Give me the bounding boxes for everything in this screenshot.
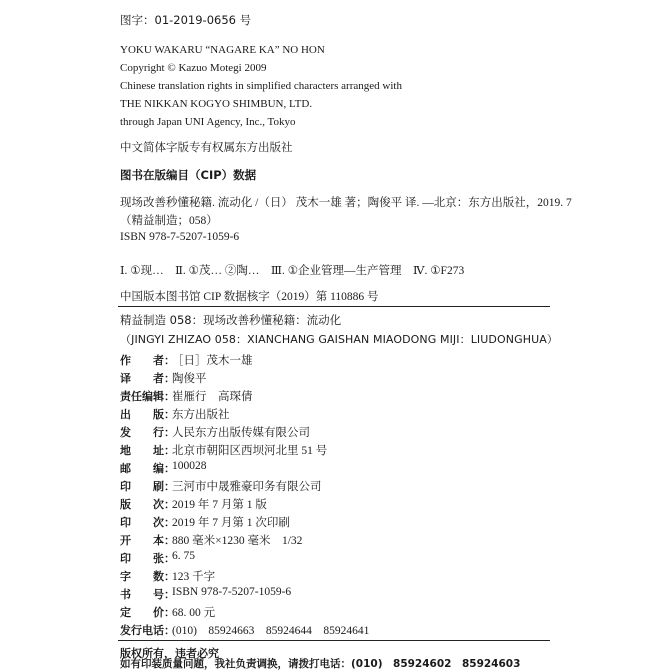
rights-reserved: 版权所有，违者必究 [120, 647, 219, 660]
cip-classification: Ⅰ. ①现… Ⅱ. ①茂… ②陶… Ⅲ. ①企业管理—生产管理 Ⅳ. ①F273 [120, 265, 465, 277]
detail-label: 邮 编： [120, 462, 175, 475]
detail-label: 印 张： [120, 552, 175, 565]
detail-value: 北京市朝阳区西坝河北里 51 号 [172, 445, 328, 457]
detail-row [120, 370, 207, 386]
cip-entry-line1: 现场改善秒懂秘籍. 流动化 /（日） 茂木一雄 著；陶俊平 译. —北京：东方出版社，2019. 7 [120, 197, 572, 209]
detail-value: 东方出版社 [172, 409, 230, 421]
detail-value: 2019 年 7 月第 1 次印刷 [172, 517, 290, 529]
detail-row [120, 478, 322, 494]
detail-value: 880 毫米×1230 毫米 1/32 [172, 535, 303, 547]
detail-value: 123 千字 [172, 571, 216, 583]
detail-label: 责任编辑： [120, 390, 175, 403]
book-pinyin: （JINGYI ZHIZAO 058：XIANCHANG GAISHAN MIAODONG MIJI：LIUDONGHUA） [120, 333, 558, 346]
agency: through Japan UNI Agency, Inc., Tokyo [120, 116, 296, 128]
detail-row [120, 352, 253, 368]
original-title: YOKU WAKARU “NAGARE KA” NO HON [120, 44, 325, 56]
detail-value: 100028 [172, 460, 207, 472]
detail-row [120, 550, 195, 566]
detail-label: 译 者： [120, 372, 175, 385]
detail-label: 地 址： [120, 444, 175, 457]
detail-row [120, 442, 327, 458]
divider-bottom [118, 640, 550, 641]
original-publisher: THE NIKKAN KOGYO SHIMBUN, LTD. [120, 98, 313, 110]
cip-check-number: 中国版本图书馆 CIP 数据核字（2019）第 110886 号 [120, 291, 379, 303]
book-title: 精益制造 058：现场改善秒懂秘籍：流动化 [120, 313, 342, 327]
detail-value: ISBN 978-7-5207-1059-6 [172, 586, 292, 598]
detail-value: 68. 00 元 [172, 607, 216, 619]
detail-value: 2019 年 7 月第 1 版 [172, 499, 267, 511]
detail-label: 作 者： [120, 354, 175, 367]
detail-value: 人民东方出版传媒有限公司 [172, 427, 310, 439]
quality-notice: 如有印装质量问题，我社负责调换，请拨打电话：(010) 85924602 85924603 [120, 658, 521, 670]
detail-row [120, 514, 290, 530]
detail-row [120, 406, 230, 422]
detail-row [120, 622, 369, 638]
detail-label: 版 次： [120, 498, 175, 511]
registration-number: 图字：01-2019-0656 号 [120, 13, 252, 27]
cip-isbn: ISBN 978-7-5207-1059-6 [120, 231, 240, 243]
detail-row [120, 424, 310, 440]
detail-label: 书 号： [120, 588, 175, 601]
divider-top [118, 306, 550, 307]
detail-label: 发行电话： [120, 624, 175, 637]
detail-label: 出 版： [120, 408, 175, 421]
detail-row [120, 568, 215, 584]
detail-row [120, 388, 253, 404]
detail-value: ［日］茂木一雄 [172, 355, 253, 367]
detail-value: (010) 85924663 85924644 85924641 [172, 625, 370, 637]
cip-entry-line2: （精益制造；058） [120, 215, 218, 227]
copyright-notice: Copyright © Kazuo Motegi 2009 [120, 62, 267, 74]
detail-value: 6. 75 [172, 550, 195, 562]
detail-row [120, 496, 267, 512]
detail-label: 字 数： [120, 570, 175, 583]
detail-value: 陶俊平 [172, 373, 207, 385]
detail-row [120, 604, 215, 620]
detail-label: 发 行： [120, 426, 175, 439]
detail-row [120, 532, 302, 548]
simplified-rights: 中文简体字版专有权属东方出版社 [120, 142, 293, 154]
translation-rights: Chinese translation rights in simplified characters arranged with [120, 80, 402, 92]
detail-row [120, 460, 207, 476]
detail-label: 印 刷： [120, 480, 175, 493]
detail-value: 三河市中晟雅豪印务有限公司 [172, 481, 322, 493]
cip-heading: 图书在版编目（CIP）数据 [120, 168, 257, 182]
detail-label: 印 次： [120, 516, 175, 529]
detail-value: 崔雁行 高琛倩 [172, 391, 253, 403]
detail-label: 定 价： [120, 606, 175, 619]
detail-label: 开 本： [120, 534, 175, 547]
detail-row [120, 586, 291, 602]
